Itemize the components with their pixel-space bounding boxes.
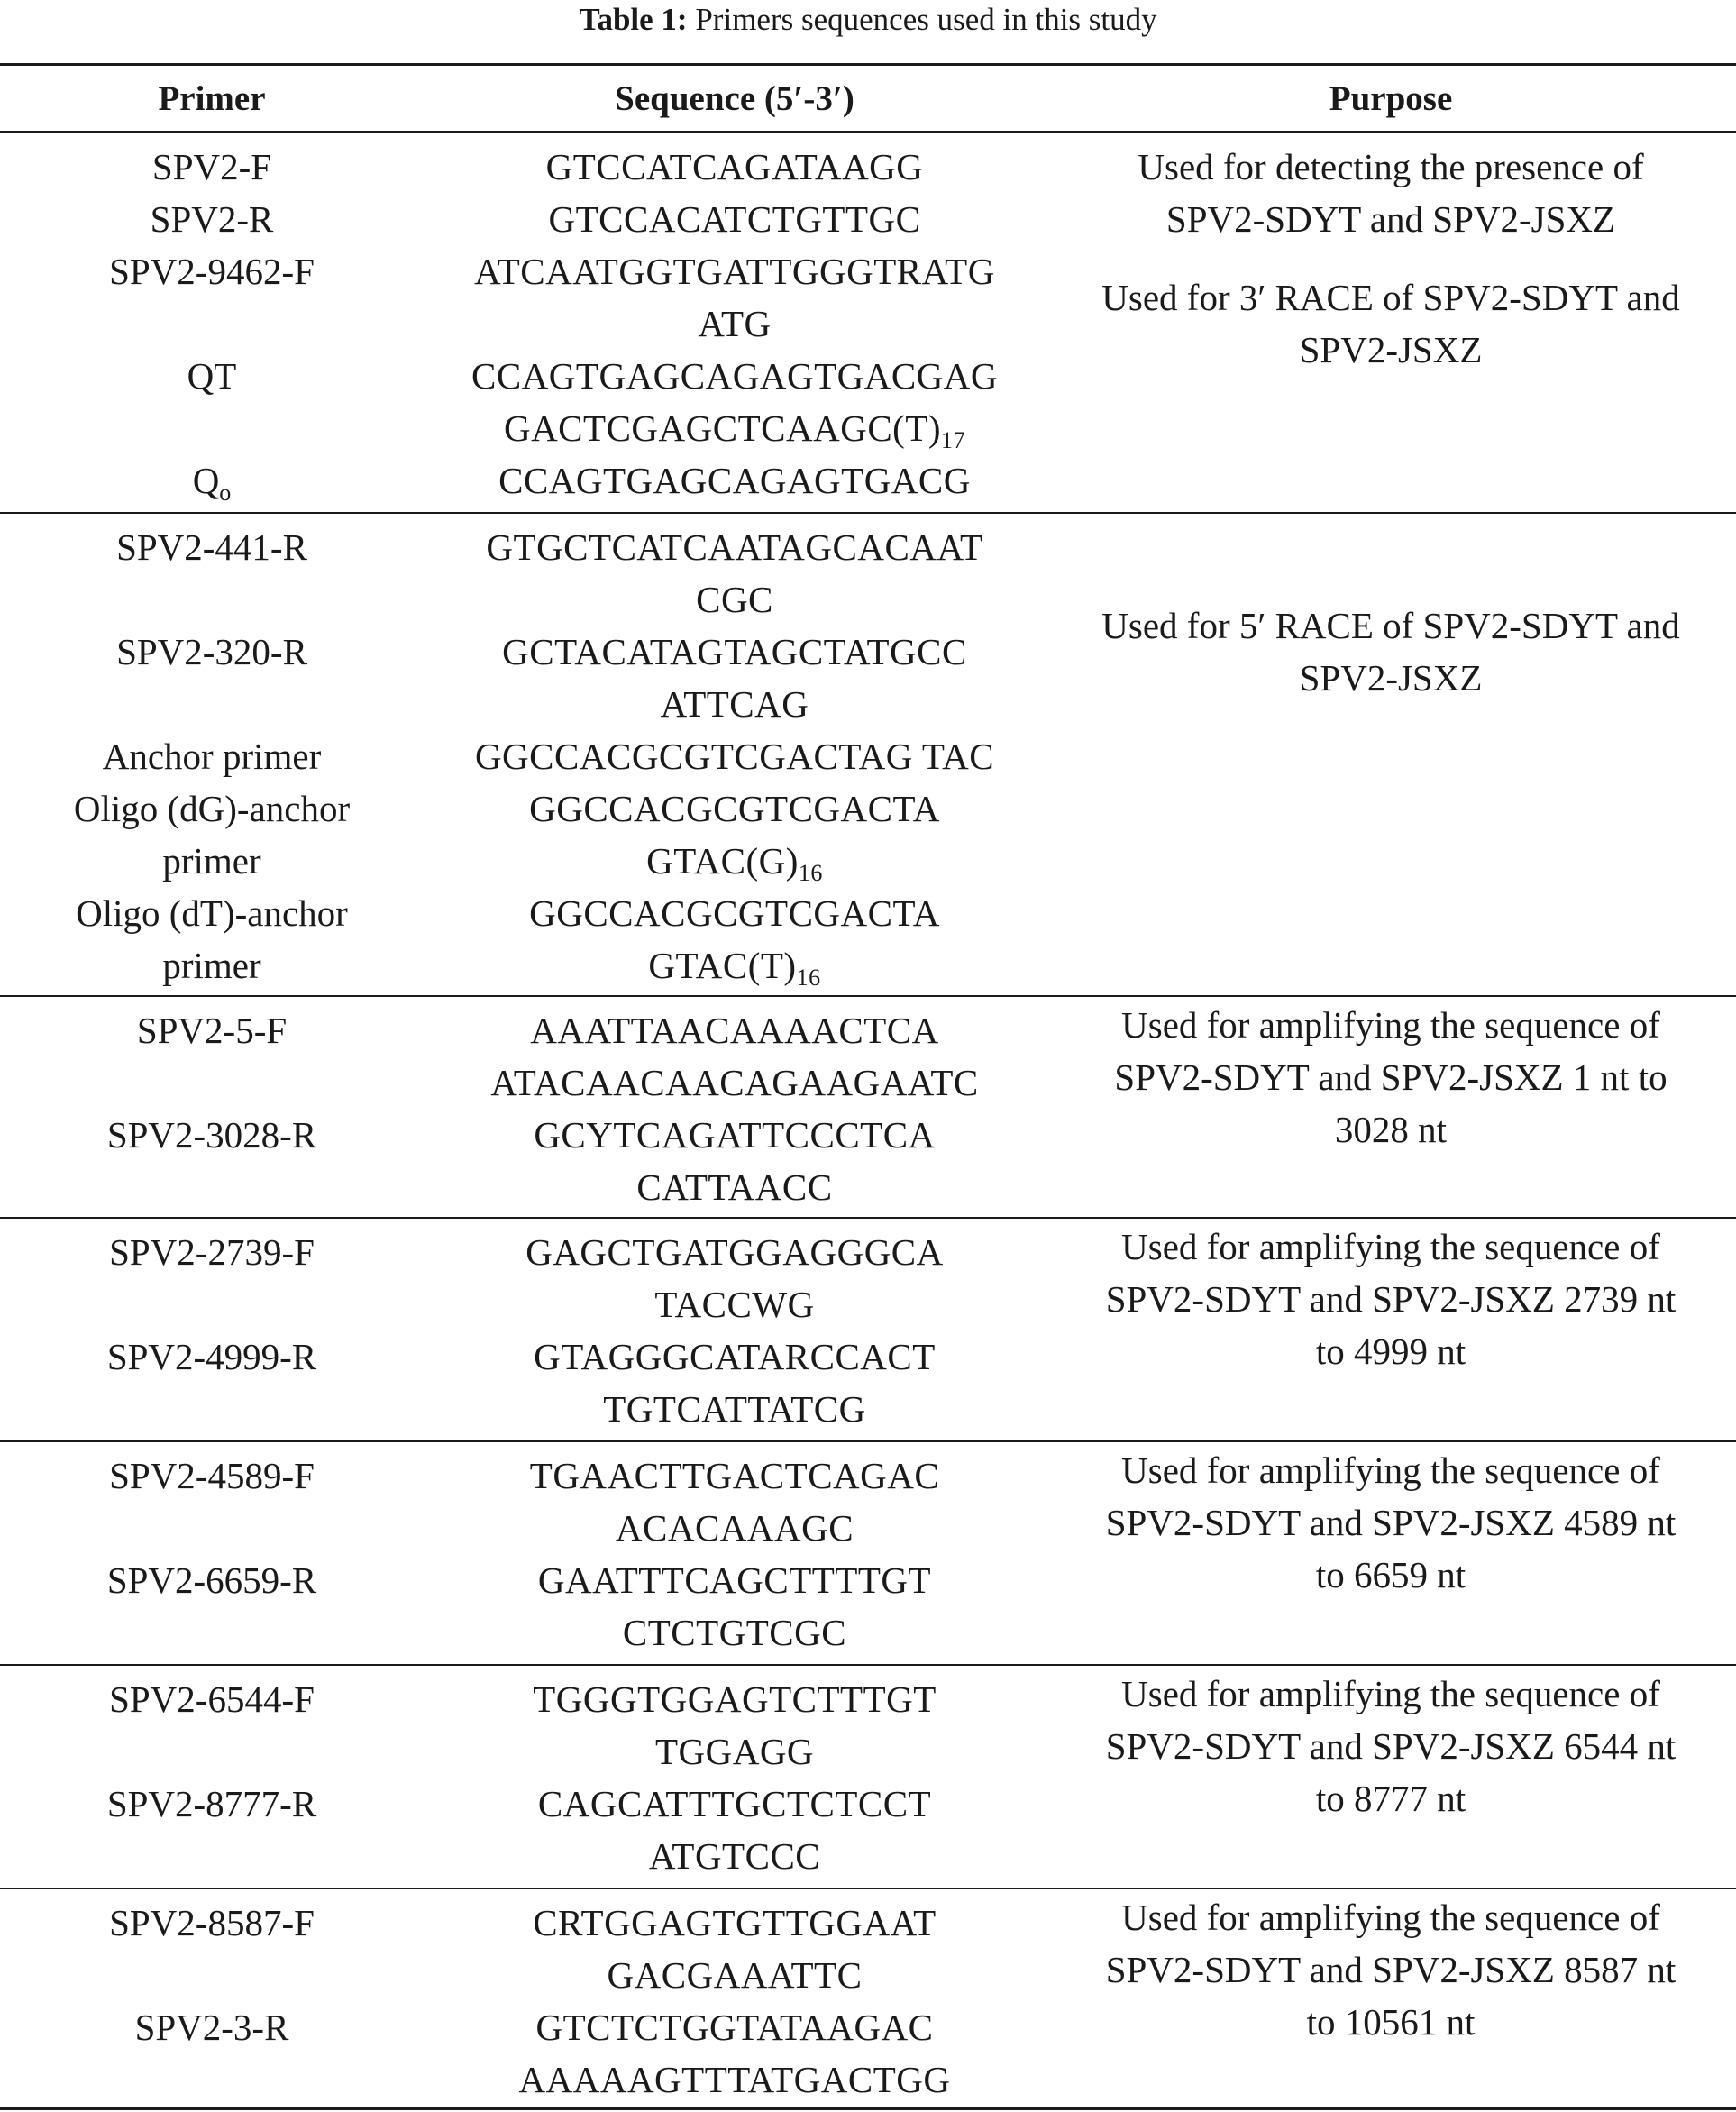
primer-name: [0, 887, 424, 939]
group-separator: [0, 1217, 1736, 1219]
primer-purpose: [1046, 1720, 1736, 1772]
primer-sequence: [424, 1109, 1046, 1161]
primer-name-text: SPV2-6544-F: [109, 1678, 315, 1720]
primer-purpose-text: SPV2-JSXZ: [1299, 657, 1483, 699]
primer-sequence: [424, 1554, 1046, 1606]
primer-name-text: SPV2-441-R: [116, 526, 307, 568]
primer-sequence-text: ATGTCCC: [648, 1835, 821, 1877]
primer-sequence-text: TGGAGG: [654, 1731, 815, 1772]
primer-purpose-text: to 4999 nt: [1315, 1330, 1466, 1372]
header-primer: Primer: [158, 79, 266, 118]
primer-purpose: [1046, 1273, 1736, 1325]
primer-name-text: SPV2-3028-R: [106, 1114, 317, 1156]
primer-name: [0, 1554, 424, 1606]
primer-name: [0, 1226, 424, 1278]
primer-name-text: primer: [162, 840, 261, 882]
primer-sequence: [424, 1673, 1046, 1725]
primer-purpose: [1046, 271, 1736, 324]
header-rule: [0, 131, 1736, 133]
primer-name: [0, 521, 424, 573]
primer-purpose-text: to 10561 nt: [1306, 2001, 1476, 2043]
primer-sequence: [424, 887, 1046, 939]
primer-sequence: [424, 835, 1046, 887]
primer-sequence: [424, 573, 1046, 626]
primer-sequence-text: AAATTAACAAAACTCA: [530, 1010, 939, 1051]
primer-sequence: [424, 1226, 1046, 1278]
primer-sequence-text: GGCCACGCGTCGACTAG TAC: [474, 736, 995, 777]
group-separator: [0, 512, 1736, 514]
primer-purpose-text: to 8777 nt: [1315, 1778, 1466, 1819]
primer-sequence-text: CGC: [696, 579, 773, 620]
primer-sequence: [424, 678, 1046, 730]
primer-sequence-text: GACGAAATTC: [607, 1954, 863, 1996]
primer-name-subscript: o: [219, 480, 232, 506]
primer-purpose: [1046, 1772, 1736, 1824]
primer-name-text: primer: [162, 945, 261, 986]
primer-sequence-text: CATTAACC: [636, 1166, 833, 1208]
primer-sequence: [424, 193, 1046, 245]
bottom-rule: [0, 2107, 1736, 2110]
primer-purpose-text: Used for 5′ RACE of SPV2-SDYT and: [1101, 605, 1680, 646]
primer-sequence-text: TGAACTTGACTCAGAC: [529, 1455, 940, 1496]
primer-name-text: SPV2-4589-F: [109, 1455, 315, 1496]
primer-sequence: [424, 402, 1046, 454]
caption-text: Primers sequences used in this study: [687, 2, 1157, 37]
primer-name-text: Q: [192, 460, 220, 501]
primer-sequence: [424, 1502, 1046, 1554]
table-caption: [0, 0, 1736, 40]
primer-sequence-text: GAATTTCAGCTTTTGT: [537, 1559, 932, 1601]
primer-sequence-text: GCYTCAGATTCCCTCA: [534, 1114, 936, 1156]
primer-purpose-text: Used for detecting the presence of: [1138, 146, 1644, 187]
primer-sequence-text: CCAGTGAGCAGAGTGACG: [498, 460, 971, 501]
primer-name-text: SPV2-9462-F: [109, 251, 315, 292]
primer-purpose: [1046, 1221, 1736, 1273]
primer-name-text: Oligo (dT)-anchor: [76, 892, 348, 934]
primer-sequence: [424, 141, 1046, 193]
primer-name-text: Oligo (dG)-anchor: [73, 788, 351, 829]
primer-purpose: [1046, 1051, 1736, 1103]
primer-sequence-text: ACACAAAGC: [615, 1507, 854, 1549]
header-purpose: Purpose: [1329, 79, 1453, 118]
primer-sequence: [424, 2053, 1046, 2106]
group-separator: [0, 995, 1736, 997]
primer-name-text: SPV2-8777-R: [106, 1783, 317, 1824]
primer-sequence-text: GCTACATAGTAGCTATGCC: [502, 631, 967, 672]
group-separator: [0, 1888, 1736, 1889]
primer-purpose-text: Used for amplifying the sequence of: [1121, 1226, 1660, 1267]
primer-purpose: [1046, 1668, 1736, 1720]
primer-sequence: [424, 782, 1046, 835]
primer-purpose-text: to 6659 nt: [1315, 1554, 1466, 1595]
primer-purpose-text: SPV2-SDYT and SPV2-JSXZ: [1165, 198, 1616, 240]
primer-sequence-text: GGCCACGCGTCGACTA: [529, 892, 940, 934]
primer-name: [0, 350, 424, 402]
primer-sequence: [424, 297, 1046, 350]
primer-sequence-text: GACTCGAGCTCAAGC(T): [503, 407, 942, 449]
primer-name: [0, 1673, 424, 1725]
primer-purpose: [1046, 1325, 1736, 1377]
primer-sequence: [424, 1949, 1046, 2001]
primer-purpose: [1046, 1996, 1736, 2048]
primer-purpose: [1046, 1496, 1736, 1549]
primer-sequence-text: TACCWG: [654, 1284, 815, 1325]
primer-sequence-text: CTCTGTCGC: [622, 1612, 847, 1653]
primer-sequence: [424, 245, 1046, 297]
primer-sequence: [424, 521, 1046, 573]
group-separator: [0, 1440, 1736, 1442]
header-sequence: Sequence (5′-3′): [615, 79, 854, 118]
primer-sequence-text: ATTCAG: [660, 683, 809, 725]
primer-sequence: [424, 1606, 1046, 1659]
primer-name: [0, 1897, 424, 1949]
primer-name: [0, 782, 424, 835]
primer-name: [0, 1778, 424, 1830]
primer-sequence: [424, 1449, 1046, 1502]
primer-sequence-text: ATACAACAACAGAAGAATC: [490, 1062, 979, 1103]
primer-purpose-text: SPV2-SDYT and SPV2-JSXZ 1 nt to: [1114, 1056, 1667, 1098]
primer-purpose: [1046, 1444, 1736, 1496]
primer-purpose: [1046, 599, 1736, 652]
primer-purpose-text: Used for amplifying the sequence of: [1121, 1004, 1660, 1046]
primer-sequence: [424, 454, 1046, 507]
primer-purpose: [1046, 193, 1736, 245]
primer-name: [0, 626, 424, 678]
primer-name: [0, 245, 424, 297]
primer-name: [0, 835, 424, 887]
primer-sequence-subscript: 16: [796, 965, 821, 991]
primer-name: [0, 1004, 424, 1056]
primer-purpose-text: Used for amplifying the sequence of: [1121, 1449, 1660, 1491]
primer-sequence-text: GTGCTCATCAATAGCACAAT: [486, 526, 983, 568]
primer-sequence-subscript: 16: [798, 860, 823, 886]
primer-sequence: [424, 626, 1046, 678]
primer-sequence-subscript: 17: [941, 427, 966, 453]
primer-purpose-text: 3028 nt: [1334, 1109, 1448, 1150]
primer-purpose-text: Used for amplifying the sequence of: [1121, 1897, 1660, 1938]
primer-sequence: [424, 1330, 1046, 1383]
primer-sequence: [424, 1004, 1046, 1056]
primer-sequence: [424, 1778, 1046, 1830]
primer-name-text: SPV2-8587-F: [109, 1902, 315, 1943]
primer-sequence: [424, 939, 1046, 992]
primer-name-text: SPV2-4999-R: [106, 1336, 317, 1377]
primer-sequence-text: ATG: [698, 303, 772, 344]
primer-sequence-text: GTAC(G): [646, 840, 799, 882]
primer-purpose-text: SPV2-JSXZ: [1299, 329, 1483, 370]
primer-name-text: Anchor primer: [102, 736, 322, 777]
primer-sequence-text: GTAGGGCATARCCACT: [534, 1336, 936, 1377]
primer-name-text: SPV2-5-F: [136, 1010, 288, 1051]
primer-name-text: SPV2-6659-R: [106, 1559, 317, 1601]
primer-sequence: [424, 1830, 1046, 1882]
primer-name: [0, 1449, 424, 1502]
primer-sequence-text: CRTGGAGTGTTGGAAT: [533, 1902, 937, 1943]
primer-name-text: SPV2-3-R: [134, 2007, 289, 2048]
primer-sequence-text: GTCTCTGGTATAAGAC: [535, 2007, 934, 2048]
primer-name: [0, 454, 424, 507]
primer-sequence: [424, 1897, 1046, 1949]
primer-sequence-text: TGGGTGGAGTCTTTGT: [533, 1678, 937, 1720]
primer-sequence-text: TGTCATTATCG: [603, 1388, 866, 1430]
primer-sequence-text: AAAAAGTTTATGACTGG: [518, 2059, 951, 2100]
primer-purpose: [1046, 1549, 1736, 1601]
primer-sequence-text: CAGCATTTGCTCTCCT: [537, 1783, 932, 1824]
top-rule: [0, 63, 1736, 66]
primer-purpose-text: Used for 3′ RACE of SPV2-SDYT and: [1101, 277, 1680, 318]
primer-sequence: [424, 1056, 1046, 1109]
primer-purpose-text: SPV2-SDYT and SPV2-JSXZ 8587 nt: [1105, 1949, 1677, 1990]
primer-sequence-text: GAGCTGATGGAGGGCA: [525, 1231, 944, 1273]
primer-name: [0, 2001, 424, 2053]
primer-name: [0, 1109, 424, 1161]
primer-purpose-text: SPV2-SDYT and SPV2-JSXZ 6544 nt: [1105, 1725, 1677, 1767]
primer-purpose-text: Used for amplifying the sequence of: [1121, 1673, 1660, 1714]
primer-name-text: QT: [187, 355, 237, 397]
primer-name: [0, 193, 424, 245]
primer-purpose: [1046, 1891, 1736, 1943]
primer-purpose: [1046, 652, 1736, 704]
primer-name: [0, 141, 424, 193]
primer-purpose: [1046, 324, 1736, 376]
primer-sequence: [424, 1161, 1046, 1213]
primer-name: [0, 939, 424, 992]
primer-sequence-text: CCAGTGAGCAGAGTGACGAG: [471, 355, 998, 397]
primer-name-text: SPV2-R: [150, 198, 274, 240]
primer-sequence-text: ATCAATGGTGATTGGGTRATG: [474, 251, 995, 292]
group-separator: [0, 1664, 1736, 1666]
primer-name-text: SPV2-320-R: [116, 631, 307, 672]
primer-name-text: SPV2-F: [151, 146, 272, 187]
primer-purpose: [1046, 141, 1736, 193]
primer-purpose-text: SPV2-SDYT and SPV2-JSXZ 2739 nt: [1105, 1278, 1677, 1320]
primer-sequence-text: GTCCATCAGATAAGG: [545, 146, 924, 187]
primer-sequence-text: GTAC(T): [648, 945, 797, 986]
primer-name-text: SPV2-2739-F: [109, 1231, 315, 1273]
primer-sequence-text: GTCCACATCTGTTGC: [548, 198, 921, 240]
primer-name: [0, 1330, 424, 1383]
primer-sequence: [424, 2001, 1046, 2053]
primer-sequence: [424, 1725, 1046, 1778]
primer-name: [0, 730, 424, 782]
caption-label: Table 1:: [579, 2, 688, 37]
primer-sequence: [424, 350, 1046, 402]
primer-purpose-text: SPV2-SDYT and SPV2-JSXZ 4589 nt: [1105, 1502, 1677, 1543]
primer-purpose: [1046, 1103, 1736, 1156]
primer-sequence: [424, 1278, 1046, 1330]
primer-purpose: [1046, 1943, 1736, 1996]
primer-sequence: [424, 1383, 1046, 1435]
primer-purpose: [1046, 999, 1736, 1051]
primer-sequence-text: GGCCACGCGTCGACTA: [529, 788, 940, 829]
primer-sequence: [424, 730, 1046, 782]
